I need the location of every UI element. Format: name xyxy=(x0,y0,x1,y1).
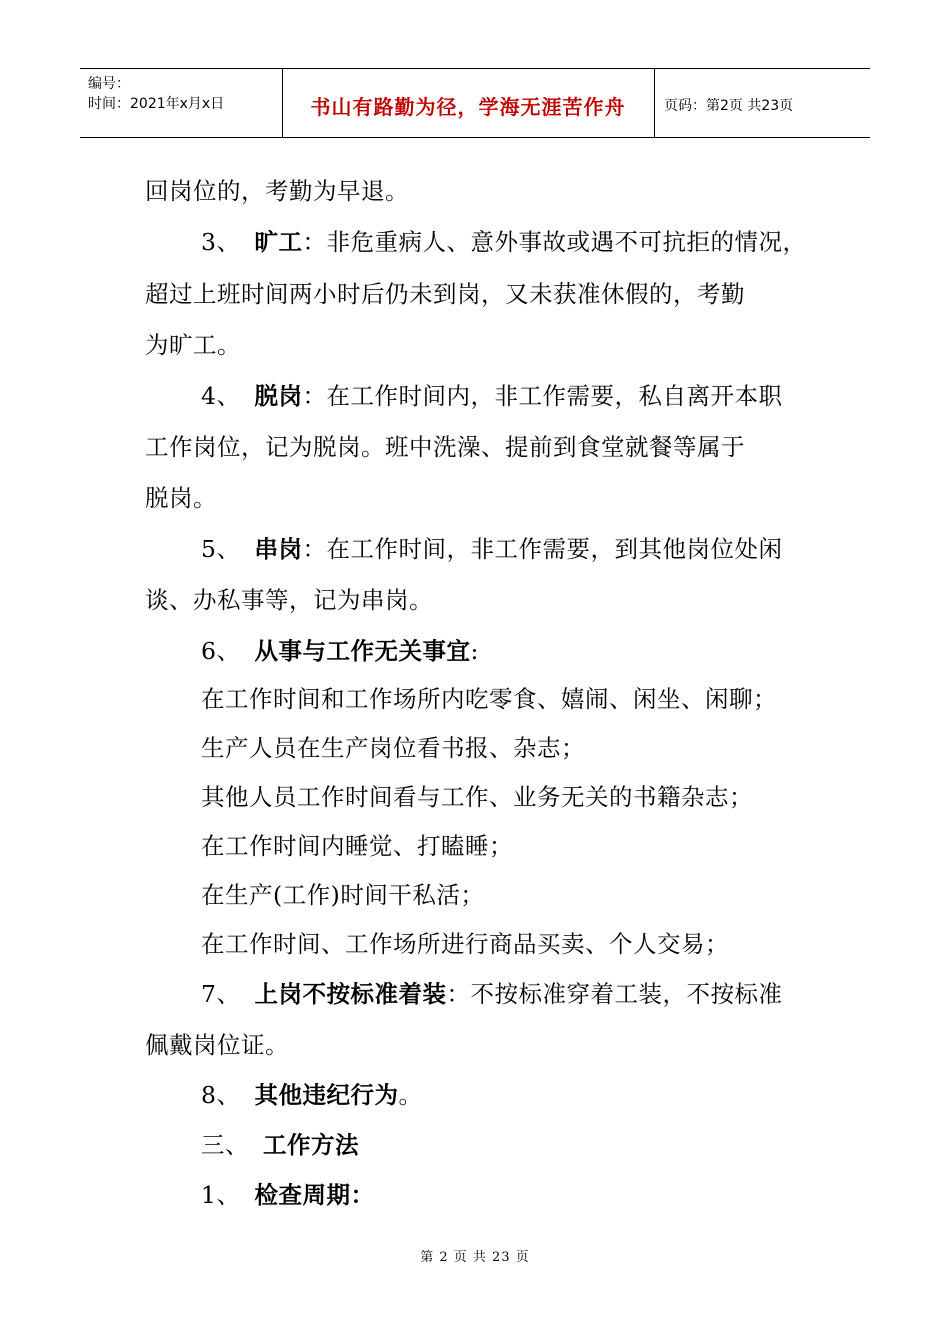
document-time-label: 时间：2021年x月x日 xyxy=(88,96,225,112)
list-item-3 xyxy=(201,227,806,257)
sub-item: 在工作时间、工作场所进行商品买卖、个人交易； xyxy=(201,930,729,958)
item-number: 8、 xyxy=(201,1081,241,1109)
item-number: 3、 xyxy=(201,228,241,256)
sub-item: 在工作时间和工作场所内吃零食、嬉闹、闲坐、闲聊； xyxy=(201,685,777,713)
list-item-6 xyxy=(201,636,479,666)
text-line: 超过上班时间两小时后仍未到岗，又未获准休假的，考勤 xyxy=(145,280,745,308)
item-term: 串岗 xyxy=(254,535,303,563)
item-number: 4、 xyxy=(201,382,241,410)
item-number: 1、 xyxy=(201,1181,241,1209)
item-text: ：在工作时间，非工作需要，到其他岗位处闲 xyxy=(302,535,783,563)
header-motto-cell xyxy=(282,69,655,137)
item-term: 其他违纪行为 xyxy=(254,1081,399,1109)
list-item-8 xyxy=(201,1080,422,1110)
item-number: 6、 xyxy=(201,637,241,665)
header-page-cell xyxy=(654,69,870,137)
text-line: 回岗位的，考勤为早退。 xyxy=(145,177,409,205)
item-term: 从事与工作无关事宜 xyxy=(254,637,471,665)
sub-item: 在生产(工作)时间干私活； xyxy=(201,881,485,909)
item-number: 7、 xyxy=(201,980,241,1008)
header-page-info: 页码：第2页 共23页 xyxy=(664,98,794,114)
section-number: 三、 xyxy=(201,1131,249,1159)
list-item-1 xyxy=(201,1180,374,1210)
text-line: 谈、办私事等，记为串岗。 xyxy=(145,586,433,614)
section-title: 工作方法 xyxy=(263,1131,359,1159)
item-term: 检查周期： xyxy=(254,1181,375,1209)
page-header xyxy=(80,68,870,138)
item-term: 脱岗 xyxy=(254,382,303,410)
text-line: 脱岗。 xyxy=(145,484,217,512)
item-number: 5、 xyxy=(201,535,241,563)
item-text: 。 xyxy=(398,1081,423,1109)
page-footer: 第 2 页 共 23 页 xyxy=(420,1250,530,1265)
section-heading-3 xyxy=(201,1130,359,1160)
list-item-5 xyxy=(201,534,782,564)
item-text: ：非危重病人、意外事故或遇不可抗拒的情况， xyxy=(302,228,807,256)
item-text: ：不按标准穿着工装，不按标准 xyxy=(446,980,783,1008)
header-left-cell xyxy=(80,69,283,137)
item-term: 旷工 xyxy=(254,228,303,256)
sub-item: 在工作时间内睡觉、打瞌睡； xyxy=(201,832,513,860)
header-motto: 书山有路勤为径，学海无涯苦作舟 xyxy=(310,95,626,119)
item-term: 上岗不按标准着装 xyxy=(254,980,447,1008)
sub-item: 生产人员在生产岗位看书报、杂志； xyxy=(201,734,585,762)
list-item-7 xyxy=(201,979,782,1009)
item-text: ：在工作时间内，非工作需要，私自离开本职 xyxy=(302,382,783,410)
text-line: 工作岗位，记为脱岗。班中洗澡、提前到食堂就餐等属于 xyxy=(145,433,745,461)
document-number-label: 编号： xyxy=(88,76,130,92)
text-line: 佩戴岗位证。 xyxy=(145,1031,289,1059)
list-item-4 xyxy=(201,381,782,411)
text-line: 为旷工。 xyxy=(145,331,241,359)
sub-item: 其他人员工作时间看与工作、业务无关的书籍杂志； xyxy=(201,783,753,811)
item-text: : xyxy=(470,637,479,665)
